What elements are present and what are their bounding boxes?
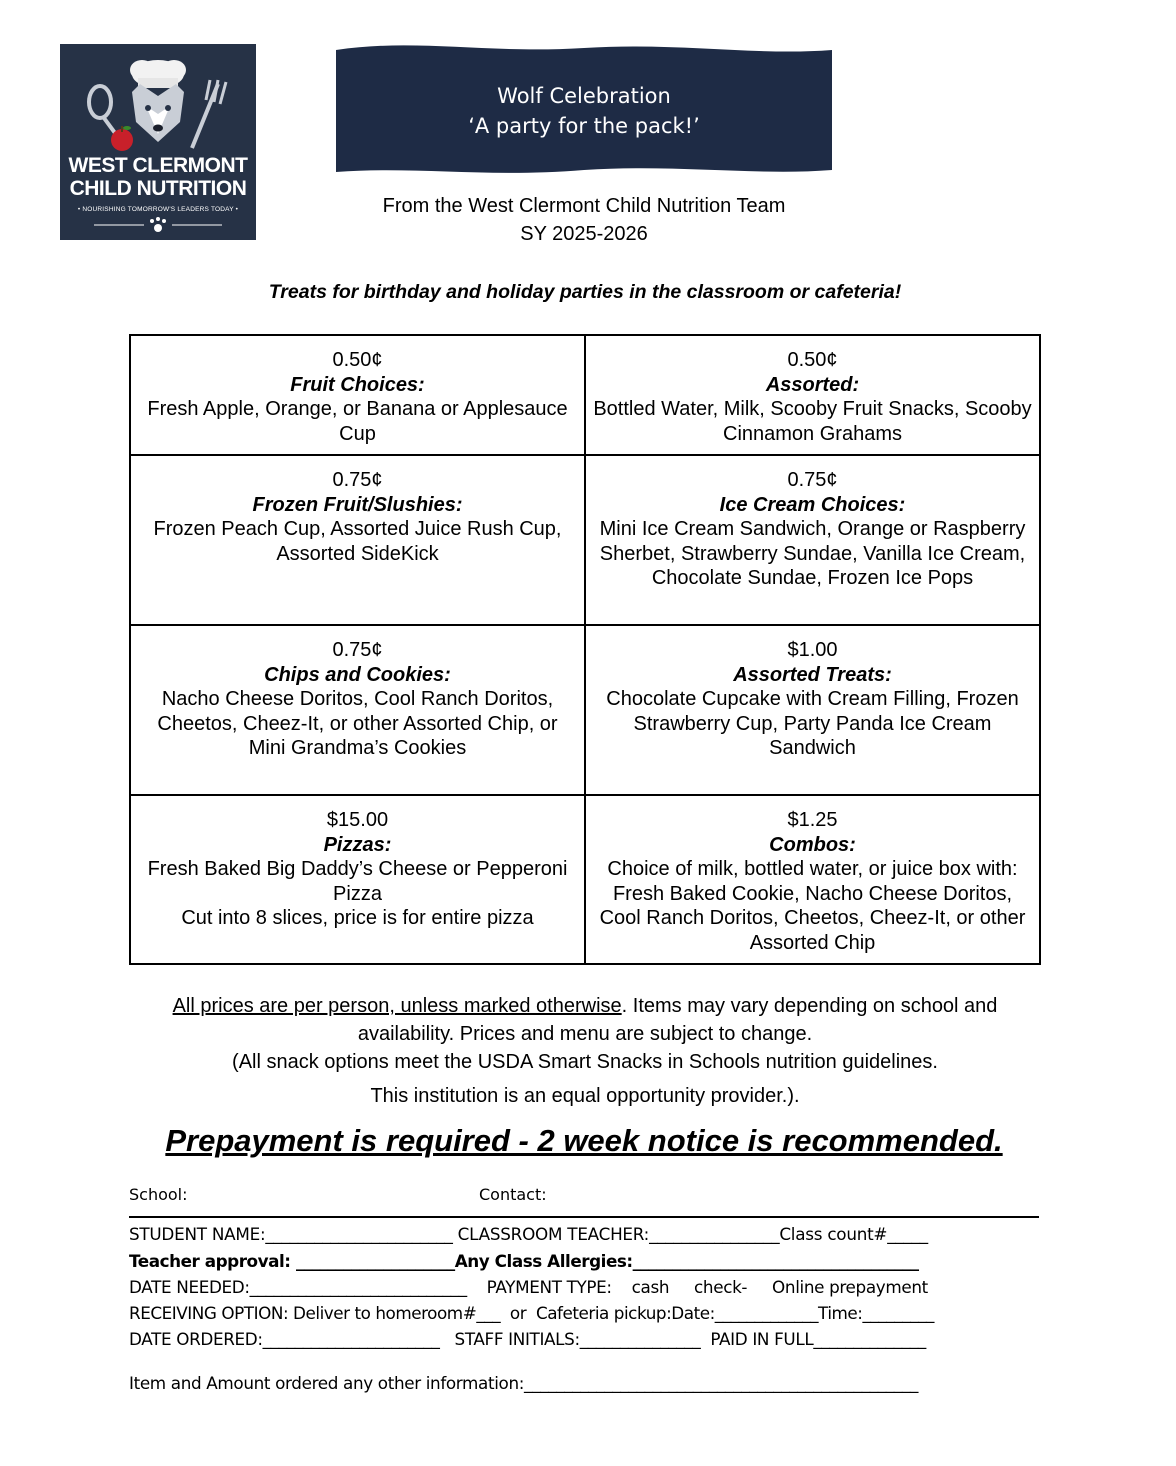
price: 0.50¢ (787, 349, 838, 371)
logo-tagline: • NOURISHING TOMORROW'S LEADERS TODAY • (77, 206, 239, 213)
student-name-line[interactable]: STUDENT NAME:_______________________ CLASSROOM TEACHER:________________Class count#_____ (129, 1224, 928, 1244)
price: 0.75¢ (332, 469, 383, 491)
wavy-flag-shape (336, 40, 832, 180)
price: $1.25 (787, 809, 838, 831)
menu-row (130, 455, 1040, 625)
category: Frozen Fruit/Slushies: (252, 493, 463, 516)
category: Assorted Treats: (733, 663, 892, 686)
item-amount-line[interactable]: Item and Amount ordered any other information:_________________________________________________ (129, 1373, 919, 1393)
teacher-approval-line[interactable]: Teacher approval: ____________________Any Class Allergies:____________________________________ (129, 1251, 919, 1271)
prices-note-line-2: availability. Prices and menu are subject to change. (357, 1023, 813, 1045)
menu-cell-pizzas (130, 795, 585, 964)
receiving-option-line[interactable]: RECEIVING OPTION: Deliver to homeroom#___ or Cafeteria pickup:Date:_____________Time:_________ (129, 1303, 934, 1323)
menu-cell-chips (130, 625, 585, 795)
price: $15.00 (326, 809, 389, 831)
menu-cell-fruit (130, 335, 585, 455)
price: $1.00 (787, 639, 838, 661)
menu-tagline: Treats for birthday and holiday parties in the classroom or cafeteria! (268, 281, 902, 303)
price: 0.75¢ (787, 469, 838, 491)
menu-cell-frozen-fruit (130, 455, 585, 625)
usda-note: (All snack options meet the USDA Smart Snacks in Schools nutrition guidelines. (232, 1051, 938, 1073)
items: Nacho Cheese Doritos, Cool Ranch Doritos, Cheetos, Cheez-It, or other Assorted Chip, or Mini Grandma’s Cookies (157, 688, 558, 760)
contact-label: Contact: (479, 1185, 547, 1204)
logo-line-2: CHILD NUTRITION (69, 177, 247, 200)
prices-per-person-note: All prices are per person, unless marked otherwise (172, 995, 622, 1017)
logo-line-1: WEST CLERMONT (68, 154, 248, 177)
school-year: SY 2025-2026 (520, 223, 648, 245)
items: Frozen Peach Cup, Assorted Juice Rush Cup, Assorted SideKick (153, 518, 562, 565)
school-label: School: (129, 1185, 188, 1204)
prices-note-line-1 (130, 995, 1040, 1018)
equal-opportunity-note: This institution is an equal opportunity provider.). (370, 1085, 800, 1107)
date-needed-line[interactable]: DATE NEEDED:___________________________ PAYMENT TYPE: cash check- Online prepayment (129, 1277, 928, 1297)
category: Ice Cream Choices: (719, 493, 906, 516)
prepayment-notice: Prepayment is required - 2 week notice is recommended. (165, 1123, 1003, 1158)
category: Fruit Choices: (290, 373, 425, 396)
items: Fresh Apple, Orange, or Banana or Applesauce Cup (147, 398, 568, 445)
category: Assorted: (765, 373, 860, 396)
wolf-celebration-banner (336, 40, 832, 180)
form-divider (129, 1216, 1039, 1218)
items: Fresh Baked Big Daddy’s Cheese or Pepperoni Pizza (147, 858, 568, 905)
items: Mini Ice Cream Sandwich, Orange or Raspberry Sherbet, Strawberry Sundae, Vanilla Ice Cream, Chocolate Sundae, Frozen Ice Pops (599, 518, 1026, 590)
menu-table (129, 334, 1041, 965)
west-clermont-logo (60, 44, 256, 240)
items: Choice of milk, bottled water, or juice box with: Fresh Baked Cookie, Nacho Cheese Doritos, Cool Ranch Doritos, Cheetos, Cheez-It, or other Assorted Chip (599, 858, 1026, 954)
menu-row (130, 625, 1040, 795)
category: Pizzas: (323, 833, 392, 856)
category: Combos: (769, 833, 856, 856)
banner-title: Wolf Celebration (497, 84, 671, 108)
menu-cell-combos (585, 795, 1040, 964)
items: Chocolate Cupcake with Cream Filling, Frozen Strawberry Cup, Party Panda Ice Cream Sandwich (606, 688, 1019, 760)
from-team-line: From the West Clermont Child Nutrition Team (382, 195, 786, 217)
banner-subtitle: ‘A party for the pack!’ (468, 114, 700, 138)
menu-row (130, 795, 1040, 964)
menu-cell-assorted (585, 335, 1040, 455)
items-vary-note: . Items may vary depending on school and (621, 995, 998, 1017)
date-ordered-line[interactable]: DATE ORDERED:______________________ STAFF INITIALS:_______________ PAID IN FULL______________ (129, 1329, 926, 1349)
category: Chips and Cookies: (264, 663, 451, 686)
pizza-note: Cut into 8 slices, price is for entire pizza (181, 907, 534, 930)
price: 0.50¢ (332, 349, 383, 371)
menu-cell-ice-cream (585, 455, 1040, 625)
items: Bottled Water, Milk, Scooby Fruit Snacks, Scooby Cinnamon Grahams (593, 398, 1032, 445)
price: 0.75¢ (332, 639, 383, 661)
menu-cell-assorted-treats (585, 625, 1040, 795)
menu-row (130, 335, 1040, 455)
